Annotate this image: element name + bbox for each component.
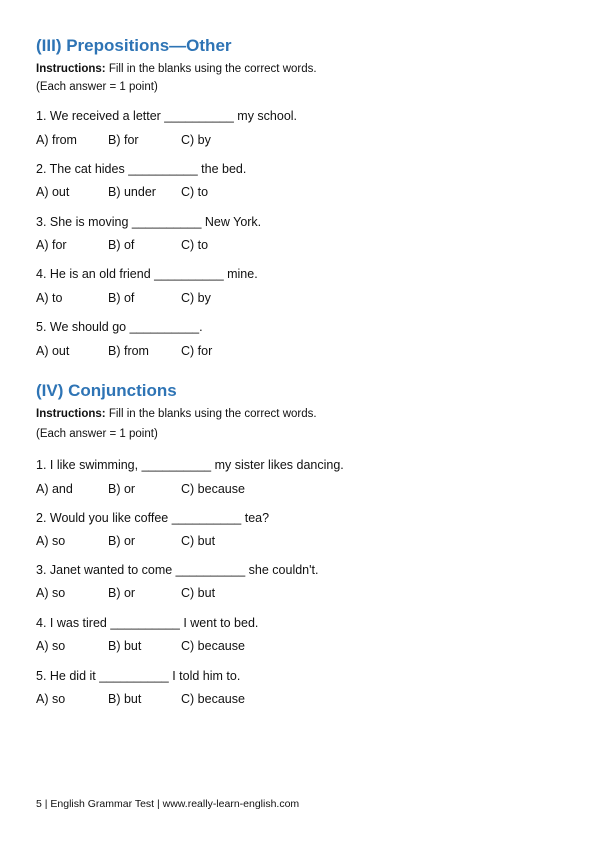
option-b[interactable]: B) or (108, 586, 136, 600)
section-title-conjunctions: (IV) Conjunctions (36, 381, 177, 400)
question-text: 5. He did it __________ I told him to. (36, 669, 241, 683)
option-b[interactable]: B) of (108, 238, 135, 252)
option-c[interactable]: C) by (181, 133, 211, 147)
question-text: 5. We should go __________. (36, 320, 203, 334)
option-b[interactable]: B) or (108, 534, 136, 548)
section-instructions (36, 63, 317, 75)
option-b[interactable]: B) of (108, 291, 135, 305)
question-text: 3. She is moving __________ New York. (36, 215, 262, 229)
option-b[interactable]: B) from (108, 344, 149, 358)
answer-options (36, 185, 436, 201)
option-a[interactable]: A) so (36, 692, 66, 706)
points-note: (Each answer = 1 point) (36, 428, 158, 440)
question-text: 2. The cat hides __________ the bed. (36, 162, 247, 176)
answer-options (36, 639, 436, 655)
option-c[interactable]: C) for (181, 344, 213, 358)
question-text: 4. He is an old friend __________ mine. (36, 267, 258, 281)
option-a[interactable]: A) for (36, 238, 67, 252)
instructions-label: Instructions: (36, 63, 106, 75)
option-b[interactable]: B) but (108, 692, 142, 706)
instructions-text: Fill in the blanks using the correct words. (105, 408, 317, 420)
answer-options (36, 692, 436, 708)
section-title-prepositions: (III) Prepositions—Other (36, 36, 232, 55)
option-c[interactable]: C) because (181, 692, 245, 706)
option-b[interactable]: B) or (108, 482, 136, 496)
answer-options (36, 344, 436, 360)
option-b[interactable]: B) for (108, 133, 139, 147)
option-c[interactable]: C) by (181, 291, 211, 305)
question-text: 4. I was tired __________ I went to bed. (36, 616, 259, 630)
option-b[interactable]: B) but (108, 639, 142, 653)
option-c[interactable]: C) to (181, 185, 209, 199)
question-text: 2. Would you like coffee __________ tea? (36, 511, 270, 525)
answer-options (36, 586, 436, 602)
answer-options (36, 482, 436, 498)
instructions-text: Fill in the blanks using the correct words. (105, 63, 317, 75)
option-a[interactable]: A) so (36, 586, 66, 600)
answer-options (36, 133, 436, 149)
option-a[interactable]: A) out (36, 185, 70, 199)
question-text: 1. I like swimming, __________ my sister likes dancing. (36, 458, 344, 472)
answer-options (36, 534, 436, 550)
page-footer: 5 | English Grammar Test | www.really-learn-english.com (36, 798, 300, 810)
option-c[interactable]: C) because (181, 639, 245, 653)
answer-options (36, 238, 436, 254)
option-c[interactable]: C) because (181, 482, 245, 496)
answer-options (36, 291, 436, 307)
question-text: 1. We received a letter __________ my school. (36, 109, 298, 123)
option-c[interactable]: C) to (181, 238, 209, 252)
option-b[interactable]: B) under (108, 185, 156, 199)
option-a[interactable]: A) so (36, 534, 66, 548)
section-instructions (36, 408, 317, 420)
option-a[interactable]: A) out (36, 344, 70, 358)
option-c[interactable]: C) but (181, 586, 216, 600)
option-a[interactable]: A) and (36, 482, 73, 496)
option-a[interactable]: A) so (36, 639, 66, 653)
option-a[interactable]: A) from (36, 133, 77, 147)
instructions-label: Instructions: (36, 408, 106, 420)
option-a[interactable]: A) to (36, 291, 63, 305)
points-note: (Each answer = 1 point) (36, 81, 158, 93)
question-text: 3. Janet wanted to come __________ she couldn't. (36, 563, 319, 577)
option-c[interactable]: C) but (181, 534, 216, 548)
